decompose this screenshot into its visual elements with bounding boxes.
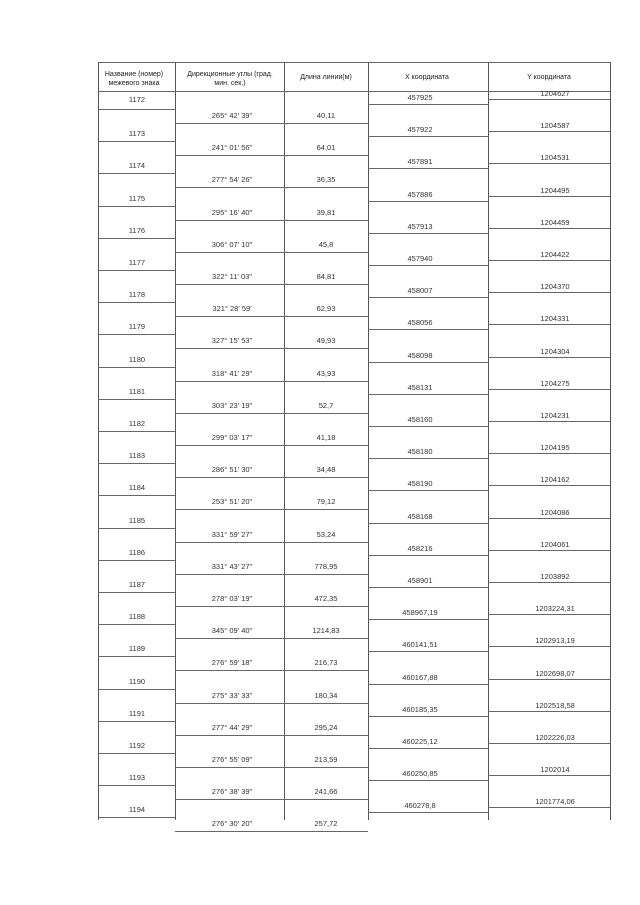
row-rule-length [284,348,368,349]
row-rule-length [284,509,368,510]
row-rule-x [368,619,488,620]
direction-angle: 265° 42' 39" [211,111,253,120]
direction-angle: 276° 38' 39" [211,787,253,797]
row-rule-y [488,775,610,776]
row-rule-angle [175,445,284,446]
row-rule-y [488,453,610,454]
direction-angle: 276° 55' 09" [211,755,253,764]
table-border-right [610,62,611,820]
row-rule-name [98,689,175,690]
row-rule-x [368,201,488,202]
row-rule-x [368,297,488,298]
header-name: Название (номер) межевого знака [104,71,164,87]
point-name: 1190 [128,676,146,686]
line-length: 180,34 [314,690,338,700]
row-rule-angle [175,606,284,607]
row-rule-x [368,716,488,717]
row-rule-x [368,136,488,137]
point-name: 1189 [128,644,146,654]
point-name: 1176 [128,225,146,235]
y-coordinate: 1204331 [540,314,570,324]
row-rule-length [284,381,368,382]
row-rule-x [368,587,488,588]
row-rule-angle [175,155,284,156]
row-rule-angle [175,638,284,639]
line-length: 257,72 [314,819,338,829]
x-coordinate: 460278,8 [404,801,436,811]
row-rule-name [98,206,175,207]
y-coordinate: 1203224,31 [535,604,575,614]
y-coordinate: 1204459 [540,217,570,227]
row-rule-name [98,592,175,593]
point-name: 1191 [128,708,146,718]
y-coordinate: 1202014 [540,765,570,775]
row-rule-x [368,265,488,266]
row-rule-name [98,817,175,818]
x-coordinate: 460185,35 [402,704,438,714]
row-rule-length [284,735,368,736]
row-rule-x [368,780,488,781]
row-rule-length [284,284,368,285]
x-coordinate: 457940 [407,254,433,263]
x-coordinate: 457913 [407,221,433,231]
row-rule-name [98,463,175,464]
x-coordinate: 460250,85 [402,769,438,779]
direction-angle: 276° 30' 20" [211,819,253,829]
point-name: 1180 [128,354,146,364]
row-rule-length [284,220,368,221]
line-length: 45,8 [318,239,334,249]
x-coordinate: 458160 [407,415,433,424]
row-rule-y [488,196,610,197]
y-coordinate: 1204086 [540,507,570,517]
row-rule-length [284,155,368,156]
point-name: 1183 [128,451,146,461]
y-coordinate: 1202226,03 [535,733,575,742]
table-border-left [98,62,99,820]
header-x: X координата [405,74,449,81]
header-length: Длина линии(м) [300,74,352,81]
x-coordinate: 457922 [407,125,433,135]
line-length: 216,73 [314,658,338,668]
row-rule-y [488,99,610,100]
row-rule-name [98,721,175,722]
point-name: 1184 [128,483,146,493]
direction-angle: 303° 23' 19" [211,400,253,410]
direction-angle: 286° 51' 30" [211,465,253,475]
y-coordinate: 1204061 [540,539,570,549]
row-rule-y [488,646,610,647]
row-rule-x [368,748,488,749]
y-coordinate: 1204587 [540,121,570,131]
column-divider-4 [488,62,489,820]
row-rule-y [488,292,610,293]
row-rule-length [284,574,368,575]
x-coordinate: 460225,12 [402,737,438,746]
y-coordinate: 1204627 [540,89,570,98]
line-length: 43,93 [316,368,336,378]
row-rule-x [368,329,488,330]
row-rule-name [98,656,175,657]
y-coordinate: 1201774,06 [535,797,575,807]
point-name: 1173 [128,129,146,139]
header-y: Y координата [527,74,571,81]
direction-angle: 327° 15' 53" [211,336,253,346]
row-rule-name [98,238,175,239]
direction-angle: 277° 44' 29" [211,722,253,732]
direction-angle: 321° 28' 59' [212,304,252,314]
y-coordinate: 1204304 [540,346,570,356]
header-angle: Дирекционные углы (град. мин. сек.) [187,71,273,87]
row-rule-length [284,703,368,704]
row-rule-y [488,807,610,808]
column-divider-2 [284,62,285,820]
row-rule-name [98,753,175,754]
row-rule-length [284,638,368,639]
x-coordinate: 457925 [407,93,433,102]
direction-angle: 306° 07' 10" [211,239,253,249]
point-name: 1188 [128,612,146,622]
direction-angle: 278° 03' 19" [211,594,253,603]
line-length: 41,18 [316,433,336,442]
row-rule-y [488,357,610,358]
row-rule-name [98,302,175,303]
row-rule-x [368,555,488,556]
direction-angle: 277° 54' 26" [211,175,253,185]
row-rule-y [488,711,610,712]
point-name: 1193 [128,773,146,783]
row-rule-length [284,799,368,800]
row-rule-x [368,394,488,395]
row-rule-x [368,168,488,169]
row-rule-x [368,362,488,363]
x-coordinate: 458967,19 [402,608,438,618]
line-length: 1214,83 [312,626,340,636]
y-coordinate: 1204531 [540,153,570,163]
row-rule-length [284,542,368,543]
y-coordinate: 1204370 [540,282,570,292]
direction-angle: 322° 11' 03" [212,272,252,281]
row-rule-x [368,233,488,234]
point-name: 1177 [128,258,146,267]
point-name: 1175 [128,193,146,203]
row-rule-length [284,413,368,414]
row-rule-name [98,270,175,271]
table-border-top [98,62,610,63]
row-rule-angle [175,284,284,285]
y-coordinate: 1204162 [540,475,570,485]
point-name: 1186 [128,547,146,557]
line-length: 64,01 [316,143,336,153]
point-name: 1192 [128,741,146,750]
row-rule-name [98,399,175,400]
row-rule-y [488,743,610,744]
row-rule-angle [175,509,284,510]
x-coordinate: 458180 [407,447,433,457]
direction-angle: 295° 16' 40" [211,207,253,217]
point-name: 1185 [128,515,146,525]
row-rule-angle [175,413,284,414]
row-rule-length [284,477,368,478]
row-rule-angle [175,831,284,832]
direction-angle: 331° 43' 27" [211,561,253,571]
line-length: 40,11 [316,111,336,120]
row-rule-length [284,606,368,607]
line-length: 241,66 [314,787,338,797]
line-length: 62,93 [316,304,336,314]
row-rule-angle [175,799,284,800]
row-rule-x [368,523,488,524]
row-rule-y [488,614,610,615]
line-length: 34,48 [316,465,336,475]
row-rule-x [368,684,488,685]
point-name: 1194 [128,805,146,815]
row-rule-name [98,173,175,174]
row-rule-length [284,252,368,253]
row-rule-y [488,324,610,325]
line-length: 79,12 [316,497,336,507]
x-coordinate: 460141,51 [402,640,438,650]
line-length: 49,93 [316,336,336,346]
y-coordinate: 1203892 [540,572,570,581]
line-length: 84,81 [316,272,336,281]
row-rule-name [98,334,175,335]
row-rule-y [488,582,610,583]
row-rule-name [98,495,175,496]
row-rule-angle [175,477,284,478]
row-rule-angle [175,123,284,124]
row-rule-name [98,367,175,368]
row-rule-angle [175,220,284,221]
row-rule-name [98,624,175,625]
y-coordinate: 1204422 [540,250,570,259]
direction-angle: 253° 51' 20" [211,497,253,507]
line-length: 472,35 [314,594,338,603]
point-name: 1187 [128,580,146,589]
row-rule-y [488,228,610,229]
direction-angle: 331° 59' 27" [211,529,253,539]
row-rule-y [488,260,610,261]
direction-angle: 275° 33' 33" [211,690,253,700]
line-length: 52,7 [318,400,334,410]
row-rule-y [488,421,610,422]
x-coordinate: 458007 [407,286,433,296]
row-rule-name [98,560,175,561]
x-coordinate: 457886 [407,189,433,199]
line-length: 213,59 [314,755,338,764]
row-rule-angle [175,670,284,671]
x-coordinate: 458901 [407,576,433,585]
row-rule-name [98,785,175,786]
row-rule-y [488,518,610,519]
y-coordinate: 1202518,58 [535,700,575,710]
line-length: 53,24 [316,529,336,539]
point-name: 1172 [128,95,146,104]
row-rule-y [488,485,610,486]
line-length: 295,24 [314,722,338,732]
column-divider-1 [175,62,176,820]
direction-angle: 241° 01' 56" [211,143,253,153]
y-coordinate: 1202698,07 [535,668,575,678]
row-rule-length [284,670,368,671]
x-coordinate: 458168 [407,511,433,521]
row-rule-name [98,431,175,432]
x-coordinate: 458216 [407,543,433,553]
y-coordinate: 1202913,19 [535,636,575,646]
row-rule-y [488,550,610,551]
point-name: 1182 [128,419,146,428]
row-rule-x [368,651,488,652]
row-rule-name [98,141,175,142]
row-rule-angle [175,735,284,736]
row-rule-y [488,389,610,390]
row-rule-angle [175,381,284,382]
row-rule-length [284,316,368,317]
row-rule-length [284,187,368,188]
x-coordinate: 457891 [407,157,433,167]
x-coordinate: 458098 [407,350,433,360]
row-rule-x [368,458,488,459]
y-coordinate: 1204495 [540,185,570,195]
x-coordinate: 458056 [407,318,433,328]
line-length: 36,35 [316,175,336,185]
y-coordinate: 1204231 [540,411,570,420]
direction-angle: 345° 09' 40" [211,626,253,636]
direction-angle: 318° 41' 29" [211,368,253,378]
x-coordinate: 458190 [407,479,433,489]
row-rule-y [488,163,610,164]
row-rule-angle [175,574,284,575]
row-rule-y [488,131,610,132]
row-rule-angle [175,703,284,704]
point-name: 1179 [128,322,146,332]
row-rule-length [284,767,368,768]
row-rule-angle [175,187,284,188]
line-length: 778,95 [314,561,338,571]
row-rule-length [284,445,368,446]
row-rule-x [368,104,488,105]
row-rule-name [98,528,175,529]
row-rule-x [368,490,488,491]
row-rule-y [488,679,610,680]
line-length: 39,81 [316,207,336,217]
row-rule-angle [175,348,284,349]
row-rule-angle [175,252,284,253]
row-rule-x [368,812,488,813]
point-name: 1181 [128,386,146,396]
row-rule-angle [175,542,284,543]
y-coordinate: 1204275 [540,378,570,388]
row-rule-x [368,426,488,427]
x-coordinate: 460167,88 [402,672,438,682]
row-rule-angle [175,767,284,768]
point-name: 1174 [128,161,146,171]
direction-angle: 276° 59' 18" [211,658,253,668]
y-coordinate: 1204195 [540,443,570,453]
row-rule-length [284,831,368,832]
point-name: 1178 [128,290,146,300]
direction-angle: 299° 03' 17" [211,433,253,442]
row-rule-name [98,109,175,110]
x-coordinate: 458131 [407,382,433,392]
row-rule-length [284,123,368,124]
row-rule-angle [175,316,284,317]
